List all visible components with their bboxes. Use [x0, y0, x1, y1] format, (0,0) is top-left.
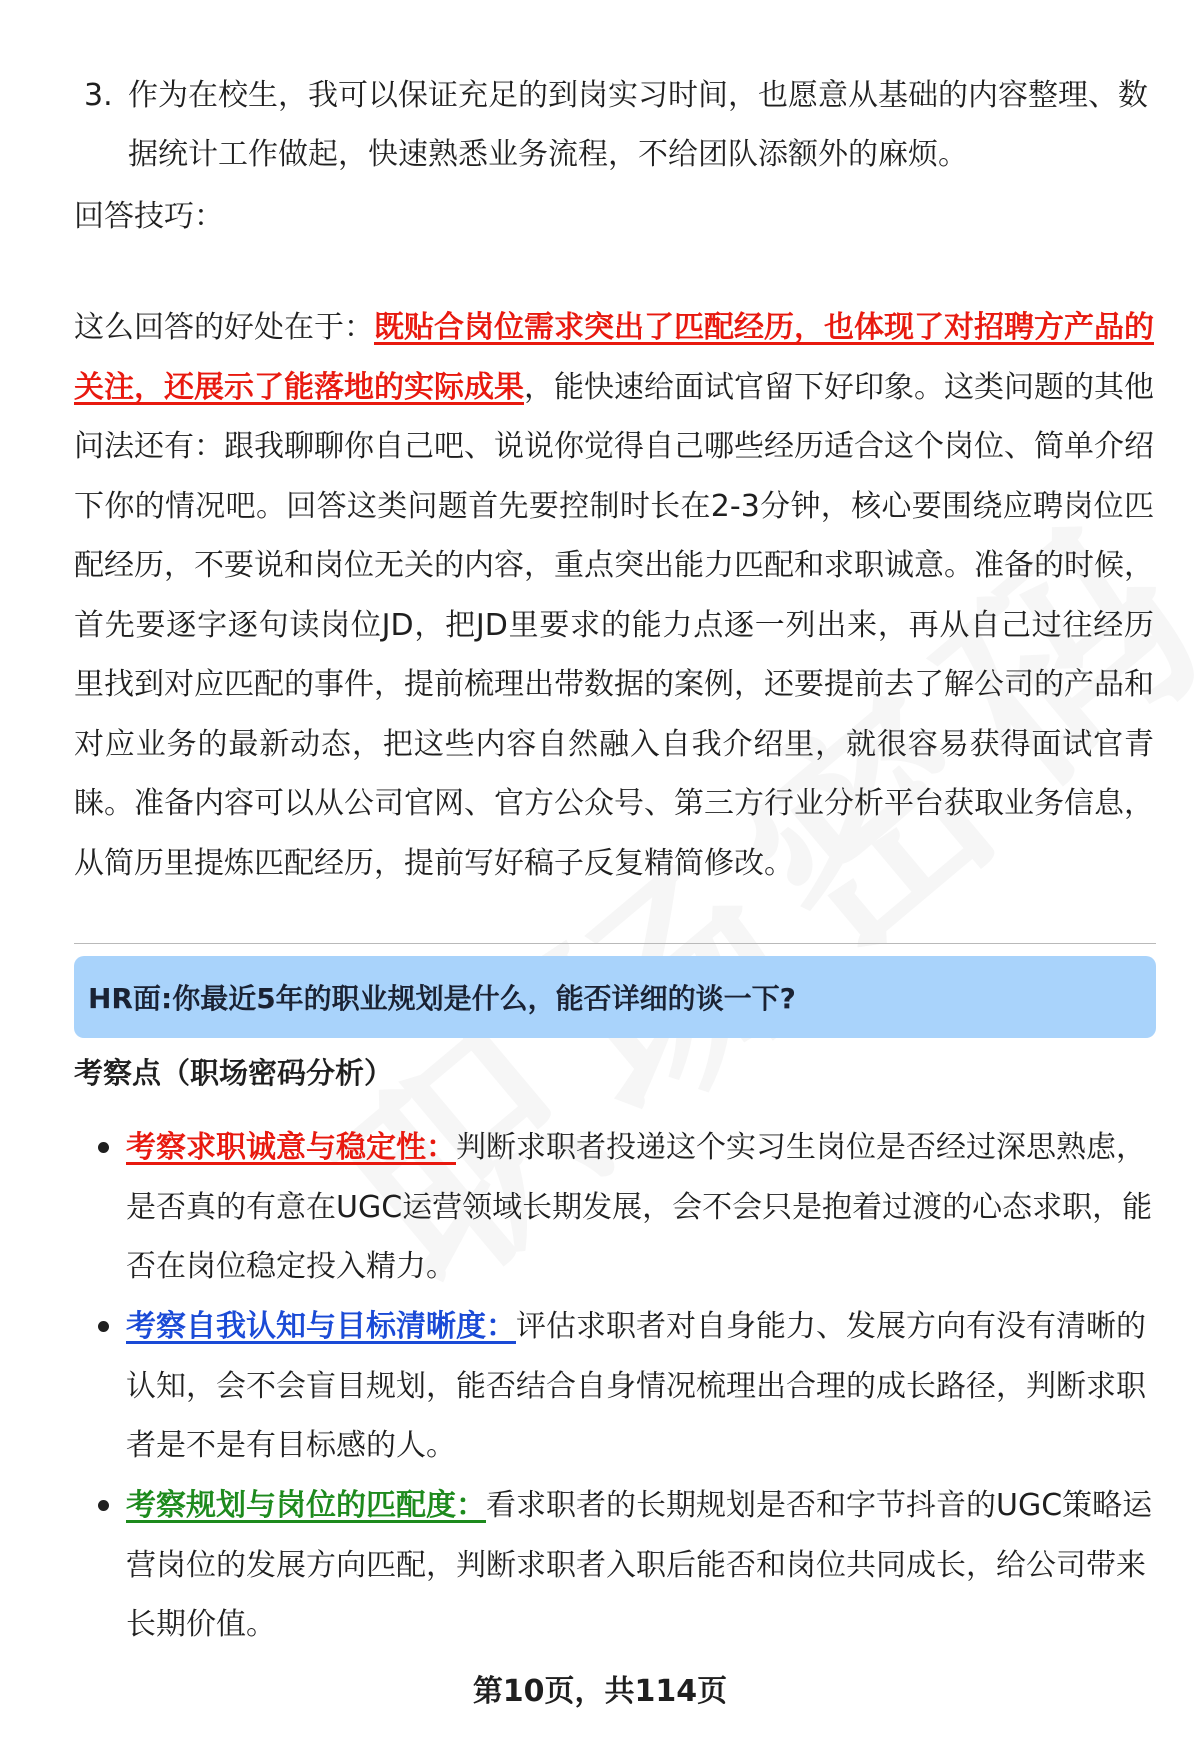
item-text: 作为在校生，我可以保证充足的到岗实习时间，也愿意从基础的内容整理、数据统计工作做起，快速熟悉业务流程，不给团队添额外的麻烦。: [128, 78, 1148, 172]
bullet-text: 看求职者的长期规划是否和字节抖音的UGC策略运营岗位的发展方向匹配，判断求职者入职后能否和岗位共同成长，给公司带来长期价值。: [126, 1488, 1153, 1642]
question-text: HR面:你最近5年的职业规划是什么，能否详细的谈一下?: [88, 982, 796, 1015]
tips-heading: 回答技巧：: [74, 199, 224, 234]
section-divider: [74, 943, 1156, 944]
bullet-item: [96, 1297, 1156, 1476]
bullet-text: 评估求职者对自身能力、发展方向有没有清晰的认知，会不会盲目规划，能否结合自身情况梳理出合理的成长路径，判断求职者是不是有目标感的人。: [126, 1309, 1146, 1463]
bullet-label: 考察求职诚意与稳定性：: [126, 1130, 456, 1165]
tips-highlight: 既贴合岗位需求突出了匹配经历，也体现了对招聘方产品的关注，还展示了能落地的实际成果: [74, 310, 1154, 405]
bullet-item: [96, 1118, 1156, 1297]
tips-prefix: 这么回答的好处在于：: [74, 310, 374, 345]
analysis-heading: 考察点（职场密码分析）: [74, 1056, 394, 1090]
question-banner: [74, 956, 1156, 1038]
bullet-label: 考察规划与岗位的匹配度：: [126, 1488, 486, 1523]
tips-paragraph: [74, 298, 1154, 893]
bullet-text: 判断求职者投递这个实习生岗位是否经过深思熟虑，是否真的有意在UGC运营领域长期发展，会不会只是抱着过渡的心态求职，能否在岗位稳定投入精力。: [126, 1130, 1153, 1284]
page-footer: 第10页，共114页: [472, 1674, 728, 1709]
bullet-label: 考察自我认知与目标清晰度：: [126, 1309, 516, 1344]
bullet-dot-icon: [96, 1118, 126, 1297]
bullet-dot-icon: [96, 1297, 126, 1476]
numbered-item-3: [84, 66, 1159, 184]
tips-rest: ，能快速给面试官留下好印象。这类问题的其他问法还有：跟我聊聊你自己吧、说说你觉得自己哪些经历适合这个岗位、简单介绍下你的情况吧。回答这类问题首先要控制时长在2-3分钟，核心要围绕应聘岗位匹配经历，不要说和岗位无关的内容，重点突出能力匹配和求职诚意。准备的时候，首先要逐字逐句读岗位JD，把JD里要求的能力点逐一列出来，再从自己过往经历里找到对应匹配的事件，提前梳理出带数据的案例，还要提前去了解公司的产品和对应业务的最新动态，把这些内容自然融入自我介绍里，就很容易获得面试官青睐。准备内容可以从公司官网、官方公众号、第三方行业分析平台获取业务信息，从简历里提炼匹配经历，提前写好稿子反复精简修改。: [74, 369, 1154, 881]
item-number: 3.: [84, 78, 113, 113]
bullet-item: [96, 1476, 1156, 1655]
bullet-dot-icon: [96, 1476, 126, 1655]
